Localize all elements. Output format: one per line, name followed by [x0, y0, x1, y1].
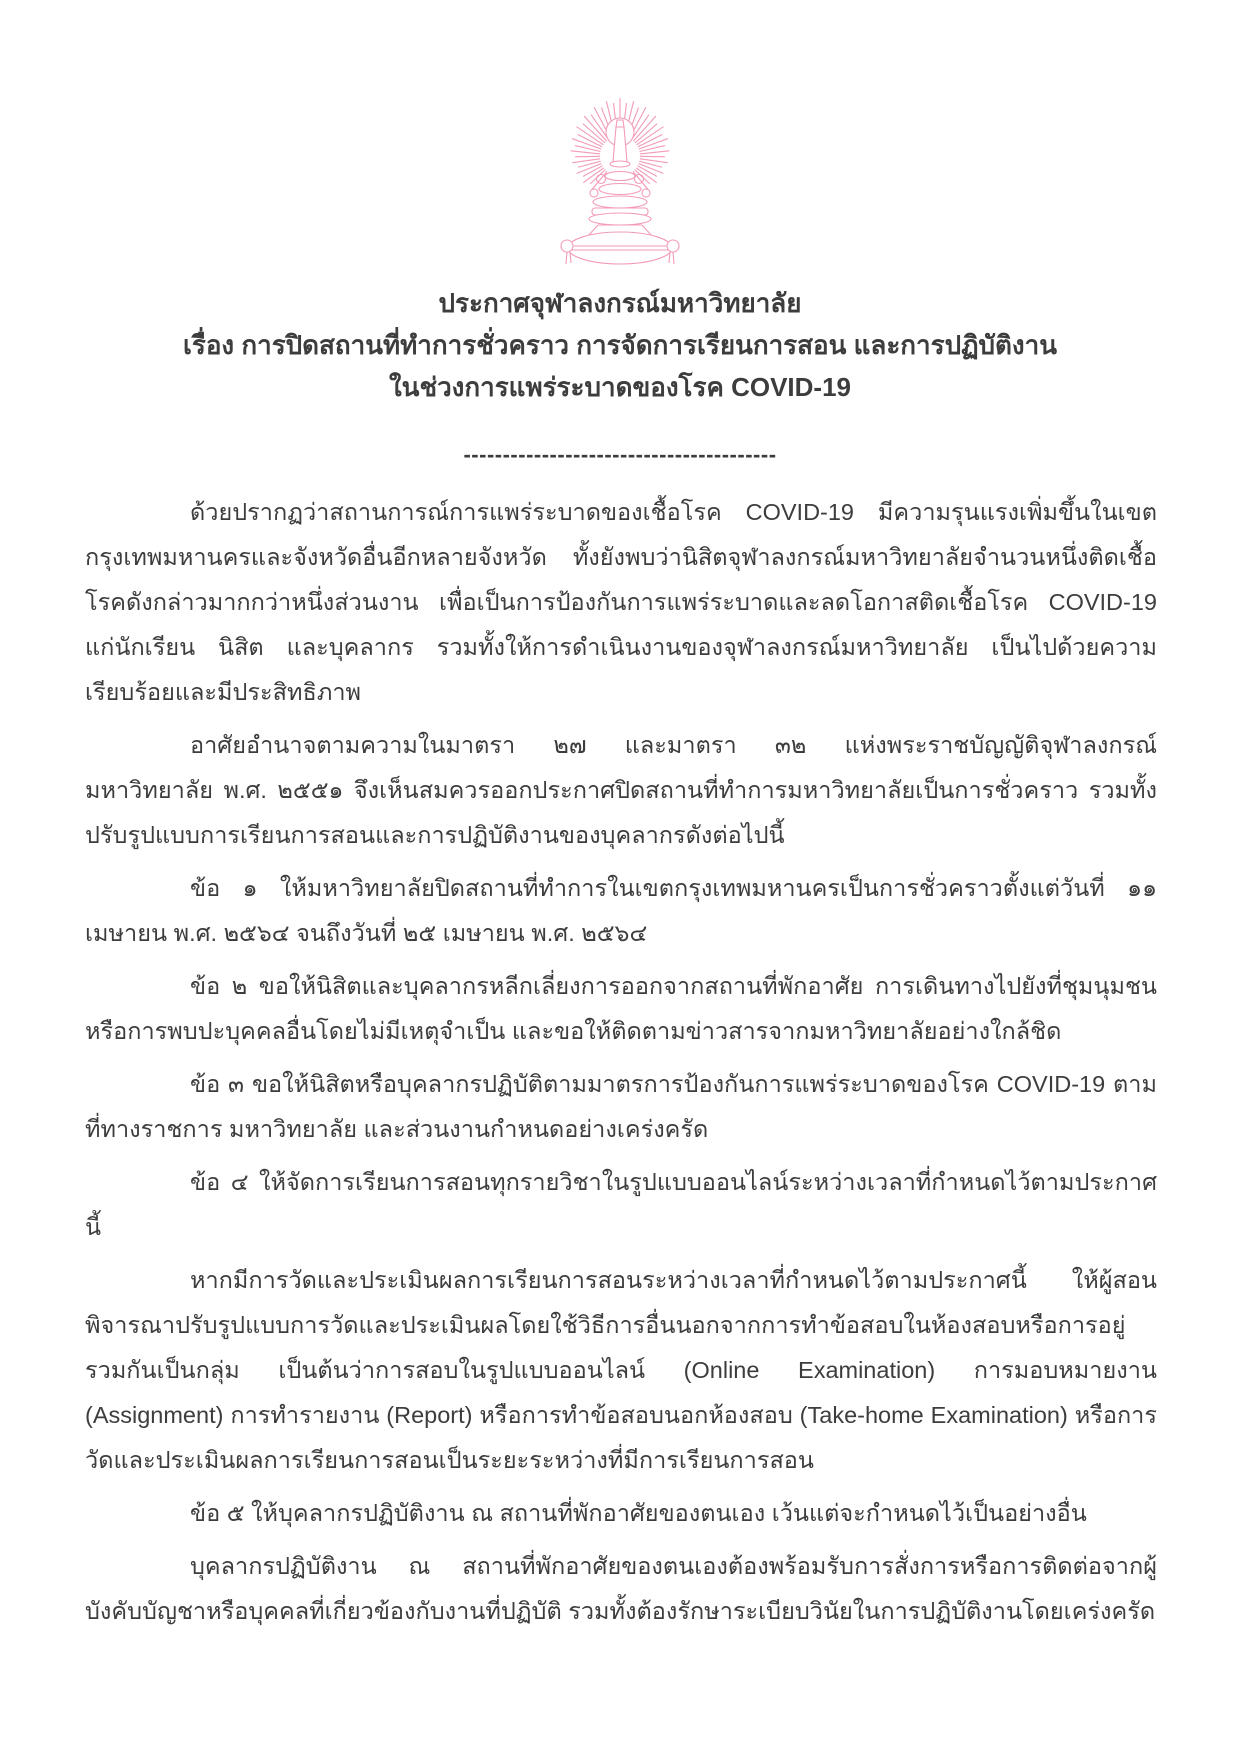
emblem-right-tassel — [669, 252, 674, 264]
body-paragraph-authority: อาศัยอำนาจตามความในมาตรา ๒๗ และมาตรา ๓๒ แห่งพระราชบัญญัติจุฬาลงกรณ์มหาวิทยาลัย พ.ศ. ๒๕๕๑ จึงเห็นสมควรออกประกาศปิดสถานที่ทำการมหาวิทยาลัยเป็นการชั่วคราว รวมทั้งปรับรูปแบบการเรียนการสอนและการปฏิบัติงานของบุคลากรดังต่อไปนี้ — [85, 732, 1157, 848]
emblem-right-ornament-2 — [642, 189, 650, 197]
announcement-body — [85, 490, 1157, 1642]
body-paragraph-clause-4: ข้อ ๔ ให้จัดการเรียนการสอนทุกรายวิชาในรูปแบบออนไลน์ระหว่างเวลาที่กำหนดไว้ตามประกาศนี้ — [85, 1169, 1157, 1240]
emblem-left-ornament-2 — [590, 189, 598, 197]
emblem-left-tassel-knob — [561, 240, 573, 252]
body-paragraph-clause-3: ข้อ ๓ ขอให้นิสิตหรือบุคลากรปฏิบัติตามมาตรการป้องกันการแพร่ระบาดของโรค COVID-19 ตามที่ทางราชการ มหาวิทยาลัย และส่วนงานกำหนดอย่างเคร่งครัด — [85, 1071, 1157, 1142]
separator-dashes: ---------------------------------------- — [463, 442, 777, 467]
body-paragraph-clause-1: ข้อ ๑ ให้มหาวิทยาลัยปิดสถานที่ทำการในเขตกรุงเทพมหานครเป็นการชั่วคราวตั้งแต่วันที่ ๑๑ เมษายน พ.ศ. ๒๕๖๔ จนถึงวันที่ ๒๕ เมษายน พ.ศ. ๒๕๖๔ — [85, 875, 1157, 946]
emblem-left-tassel — [566, 252, 571, 264]
emblem-spire — [613, 127, 627, 162]
title-line-subject: เรื่อง การปิดสถานที่ทำการชั่วคราว การจัดการเรียนการสอน และการปฏิบัติงาน — [182, 330, 1058, 360]
emblem-spire-tip — [616, 120, 624, 127]
emblem-tier-3 — [593, 196, 647, 208]
emblem-collar — [610, 161, 630, 167]
emblem-cushion — [568, 232, 672, 264]
title-line-covid: ในช่วงการแพร่ระบาดของโรค COVID-19 — [388, 372, 852, 402]
body-paragraph-work-from-home: บุคลากรปฏิบัติงาน ณ สถานที่พักอาศัยของตนเองต้องพร้อมรับการสั่งการหรือการติดต่อจากผู้บังคับบัญชาหรือบุคคลที่เกี่ยวข้องกับงานที่ปฏิบัติ รวมทั้งต้องรักษาระเบียบวินัยในการปฏิบัติงานโดยเคร่งครัด — [85, 1553, 1157, 1624]
body-paragraph-preamble: ด้วยปรากฏว่าสถานการณ์การแพร่ระบาดของเชื้อโรค COVID-19 มีความรุนแรงเพิ่มขึ้นในเขตกรุงเทพมหานครและจังหวัดอื่นอีกหลายจังหวัด ทั้งยังพบว่านิสิตจุฬาลงกรณ์มหาวิทยาลัยจำนวนหนึ่งติดเชื้อโรคดังกล่าวมากกว่าหนึ่งส่วนงาน เพื่อเป็นการป้องกันการแพร่ระบาดและลดโอกาสติดเชื้อโรค COVID-19 แก่นักเรียน นิสิต และบุคลากร รวมทั้งให้การดำเนินงานของจุฬาลงกรณ์มหาวิทยาลัย เป็นไปด้วยความเรียบร้อยและมีประสิทธิภาพ — [85, 499, 1157, 705]
body-paragraph-clause-5: ข้อ ๕ ให้บุคลากรปฏิบัติงาน ณ สถานที่พักอาศัยของตนเอง เว้นแต่จะกำหนดไว้เป็นอย่างอื่น — [190, 1500, 1087, 1526]
emblem-tier-2 — [599, 184, 641, 195]
title-line-university: ประกาศจุฬาลงกรณ์มหาวิทยาลัย — [438, 288, 802, 318]
body-paragraph-clause-2: ข้อ ๒ ขอให้นิสิตและบุคลากรหลีกเลี่ยงการออกจากสถานที่พักอาศัย การเดินทางไปยังที่ชุมนุมชน หรือการพบปะบุคคลอื่นโดยไม่มีเหตุจำเป็น และขอให้ติดตามข่าวสารจากมหาวิทยาลัยอย่างใกล้ชิด — [85, 973, 1157, 1044]
body-paragraph-assessment: หากมีการวัดและประเมินผลการเรียนการสอนระหว่างเวลาที่กำหนดไว้ตามประกาศนี้ ให้ผู้สอนพิจารณาปรับรูปแบบการวัดและประเมินผลโดยใช้วิธีการอื่นนอกจากการทำข้อสอบในห้องสอบหรือการอยู่รวมกันเป็นกลุ่ม เป็นต้นว่าการสอบในรูปแบบออนไลน์ (Online Examination) การมอบหมายงาน (Assignment) การทำรายงาน (Report) หรือการทำข้อสอบนอกห้องสอบ (Take-home Examination) หรือการวัดและประเมินผลการเรียนการสอนเป็นระยะระหว่างที่มีการเรียนการสอน — [85, 1267, 1157, 1473]
university-emblem-icon — [558, 96, 682, 276]
emblem-tier-4 — [589, 213, 651, 225]
emblem-right-tassel-knob — [667, 240, 679, 252]
emblem-tier-1 — [605, 172, 635, 181]
announcement-title — [0, 282, 1240, 408]
